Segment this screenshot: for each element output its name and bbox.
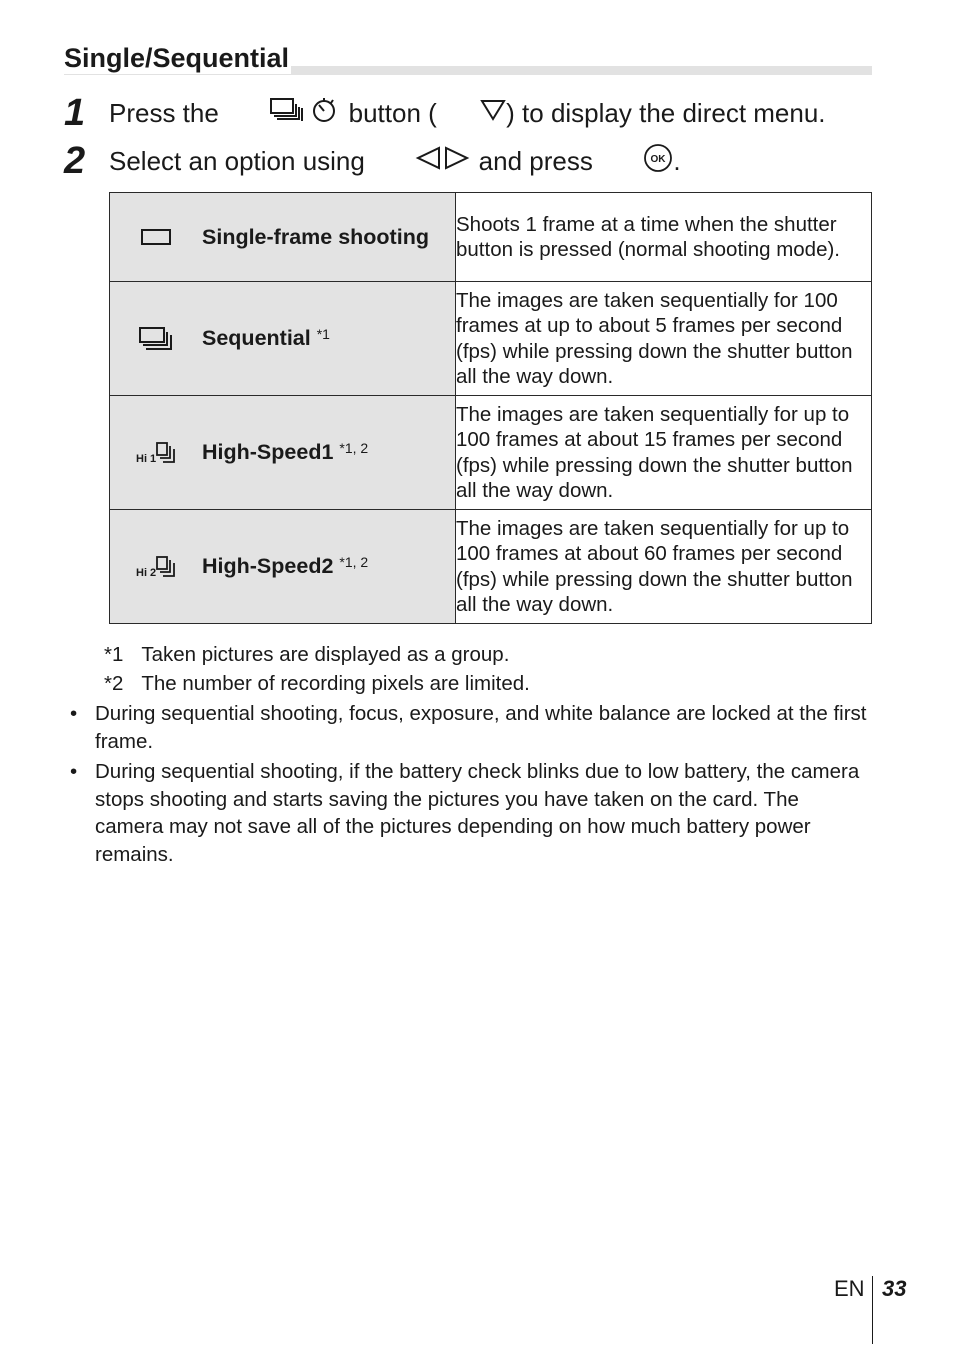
mode-name: Single-frame shooting [202, 224, 429, 249]
footnote-1 [104, 643, 509, 667]
step-text-before: Select an option using [109, 145, 373, 176]
mode-name: Sequential $^{*1}$ [202, 326, 330, 350]
footnote-mark: *2 [104, 672, 124, 695]
mode-description: The images are taken sequentially for 100 frames at up to about 5 frames per second (fps) while pressing down the shutter button all the way down. [456, 282, 872, 396]
table-row [110, 396, 872, 510]
bullet-text: During sequential shooting, focus, exposure, and white balance are locked at the first frame. [95, 702, 867, 753]
sequential-icon [110, 326, 202, 352]
step-text-middle: button ( [341, 97, 437, 128]
step-text-before: Press the [109, 97, 227, 128]
mode-footnote-ref: *1 [316, 326, 330, 342]
bullet-text: During sequential shooting, if the battery check blinks due to low battery, the camera stops shooting and starts saving the pictures you have taken on the card. The camera may not save all of the pictures depending on how much battery power remains. [95, 760, 860, 866]
page-number: 33 [882, 1276, 907, 1301]
footnote-text: The number of recording pixels are limited. [141, 672, 530, 695]
page-divider [872, 1276, 873, 1344]
mode-description: The images are taken sequentially for up to 100 frames at about 15 frames per second (fps) while pressing down the shutter button all the way down. [456, 396, 872, 510]
high-speed1-icon [110, 440, 202, 466]
step-text-middle: and press [471, 145, 601, 176]
mode-description: The images are taken sequentially for up to 100 frames at about 60 frames per second (fps) while pressing down the shutter button all the way down. [456, 510, 872, 624]
bullet-dot: • [70, 702, 78, 725]
step-number: 1 [64, 92, 86, 134]
step-number: 2 [64, 140, 86, 182]
svg-text:Hi 1: Hi 1 [136, 452, 157, 465]
step-2 [64, 141, 681, 181]
mode-name: High-Speed2 $^{*1, 2}$ [202, 554, 369, 578]
table-row [110, 510, 872, 624]
table-row [110, 193, 872, 282]
page-language: EN [834, 1276, 865, 1301]
single-frame-icon [110, 228, 202, 246]
table-row [110, 282, 872, 396]
footnote-2 [104, 672, 530, 696]
mode-table [109, 192, 872, 624]
svg-text:OK: OK [650, 153, 666, 165]
mode-footnote-ref: *1, 2 [339, 554, 369, 570]
step-text-after: ) to display the direct menu. [506, 97, 826, 128]
mode-footnote-ref: *1, 2 [339, 440, 369, 456]
mode-name: High-Speed1 $^{*1, 2}$ [202, 440, 369, 464]
bullet-dot: • [70, 760, 78, 783]
section-title: Single/Sequential [64, 43, 290, 73]
high-speed2-icon [110, 554, 202, 580]
step-text-after: . [673, 145, 681, 176]
footnote-text: Taken pictures are displayed as a group. [141, 643, 510, 666]
svg-text:Hi 2: Hi 2 [136, 566, 157, 579]
mode-description: Shoots 1 frame at a time when the shutter button is pressed (normal shooting mode). [456, 193, 872, 282]
bullet-item [70, 758, 870, 868]
bullet-item [70, 700, 870, 755]
footnote-mark: *1 [104, 643, 124, 666]
